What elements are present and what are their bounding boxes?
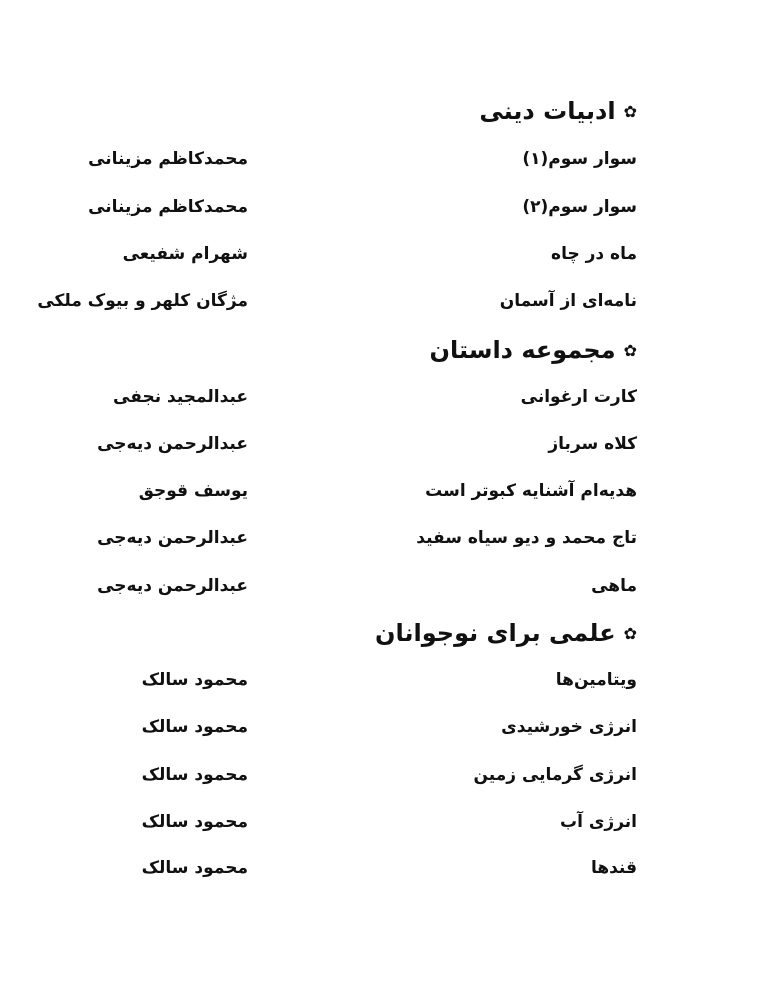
book-author: محمود سالک bbox=[141, 670, 248, 690]
book-title: هدیه‌ام آشنایه کبوتر است bbox=[425, 481, 637, 501]
book-author: عبدالرحمن دیه‌جی bbox=[97, 576, 248, 596]
book-title: انرژی خورشیدی bbox=[501, 717, 637, 737]
book-author: محمود سالک bbox=[141, 717, 248, 737]
book-title: سوار سوم(۱) bbox=[522, 149, 637, 169]
book-author: محمود سالک bbox=[141, 765, 248, 785]
book-title: ماه در چاه bbox=[551, 244, 637, 264]
book-title: قندها bbox=[590, 858, 637, 878]
flower-bullet-icon: ✿ bbox=[623, 341, 637, 360]
book-author: عبدالمجید نجفی bbox=[113, 387, 248, 407]
book-title: تاج محمد و دیو سیاه سفید bbox=[416, 528, 637, 548]
book-title: انرژی آب bbox=[560, 812, 637, 832]
book-author: مژگان کلهر و بیوک ملکی bbox=[37, 291, 248, 311]
book-author: محمود سالک bbox=[141, 812, 248, 832]
book-title: کارت ارغوانی bbox=[520, 387, 637, 407]
book-title: نامه‌ای از آسمان bbox=[499, 291, 637, 311]
book-author: عبدالرحمن دیه‌جی bbox=[97, 434, 248, 454]
book-title: سوار سوم(۲) bbox=[522, 197, 637, 217]
section-heading-text: علمی برای نوجوانان bbox=[375, 619, 616, 647]
flower-bullet-icon: ✿ bbox=[623, 624, 637, 643]
section-heading bbox=[479, 96, 637, 127]
book-title: کلاه سرباز bbox=[548, 434, 637, 454]
section-heading bbox=[430, 335, 637, 366]
book-author: عبدالرحمن دیه‌جی bbox=[97, 528, 248, 548]
section-heading bbox=[375, 618, 637, 649]
book-author: محمود سالک bbox=[141, 858, 248, 878]
book-author: شهرام شفیعی bbox=[122, 244, 248, 264]
section-heading-text: مجموعه داستان bbox=[429, 336, 616, 364]
book-author: یوسف قوجق bbox=[138, 481, 248, 501]
book-author: محمدکاظم مزینانی bbox=[88, 197, 248, 217]
book-author: محمدکاظم مزینانی bbox=[88, 149, 248, 169]
book-title: ماهی bbox=[591, 576, 637, 596]
section-heading-text: ادبیات دینی bbox=[479, 97, 616, 125]
flower-bullet-icon: ✿ bbox=[623, 102, 637, 121]
book-title: ویتامین‌ها bbox=[555, 670, 637, 690]
book-title: انرژی گرمایی زمین bbox=[473, 765, 637, 785]
